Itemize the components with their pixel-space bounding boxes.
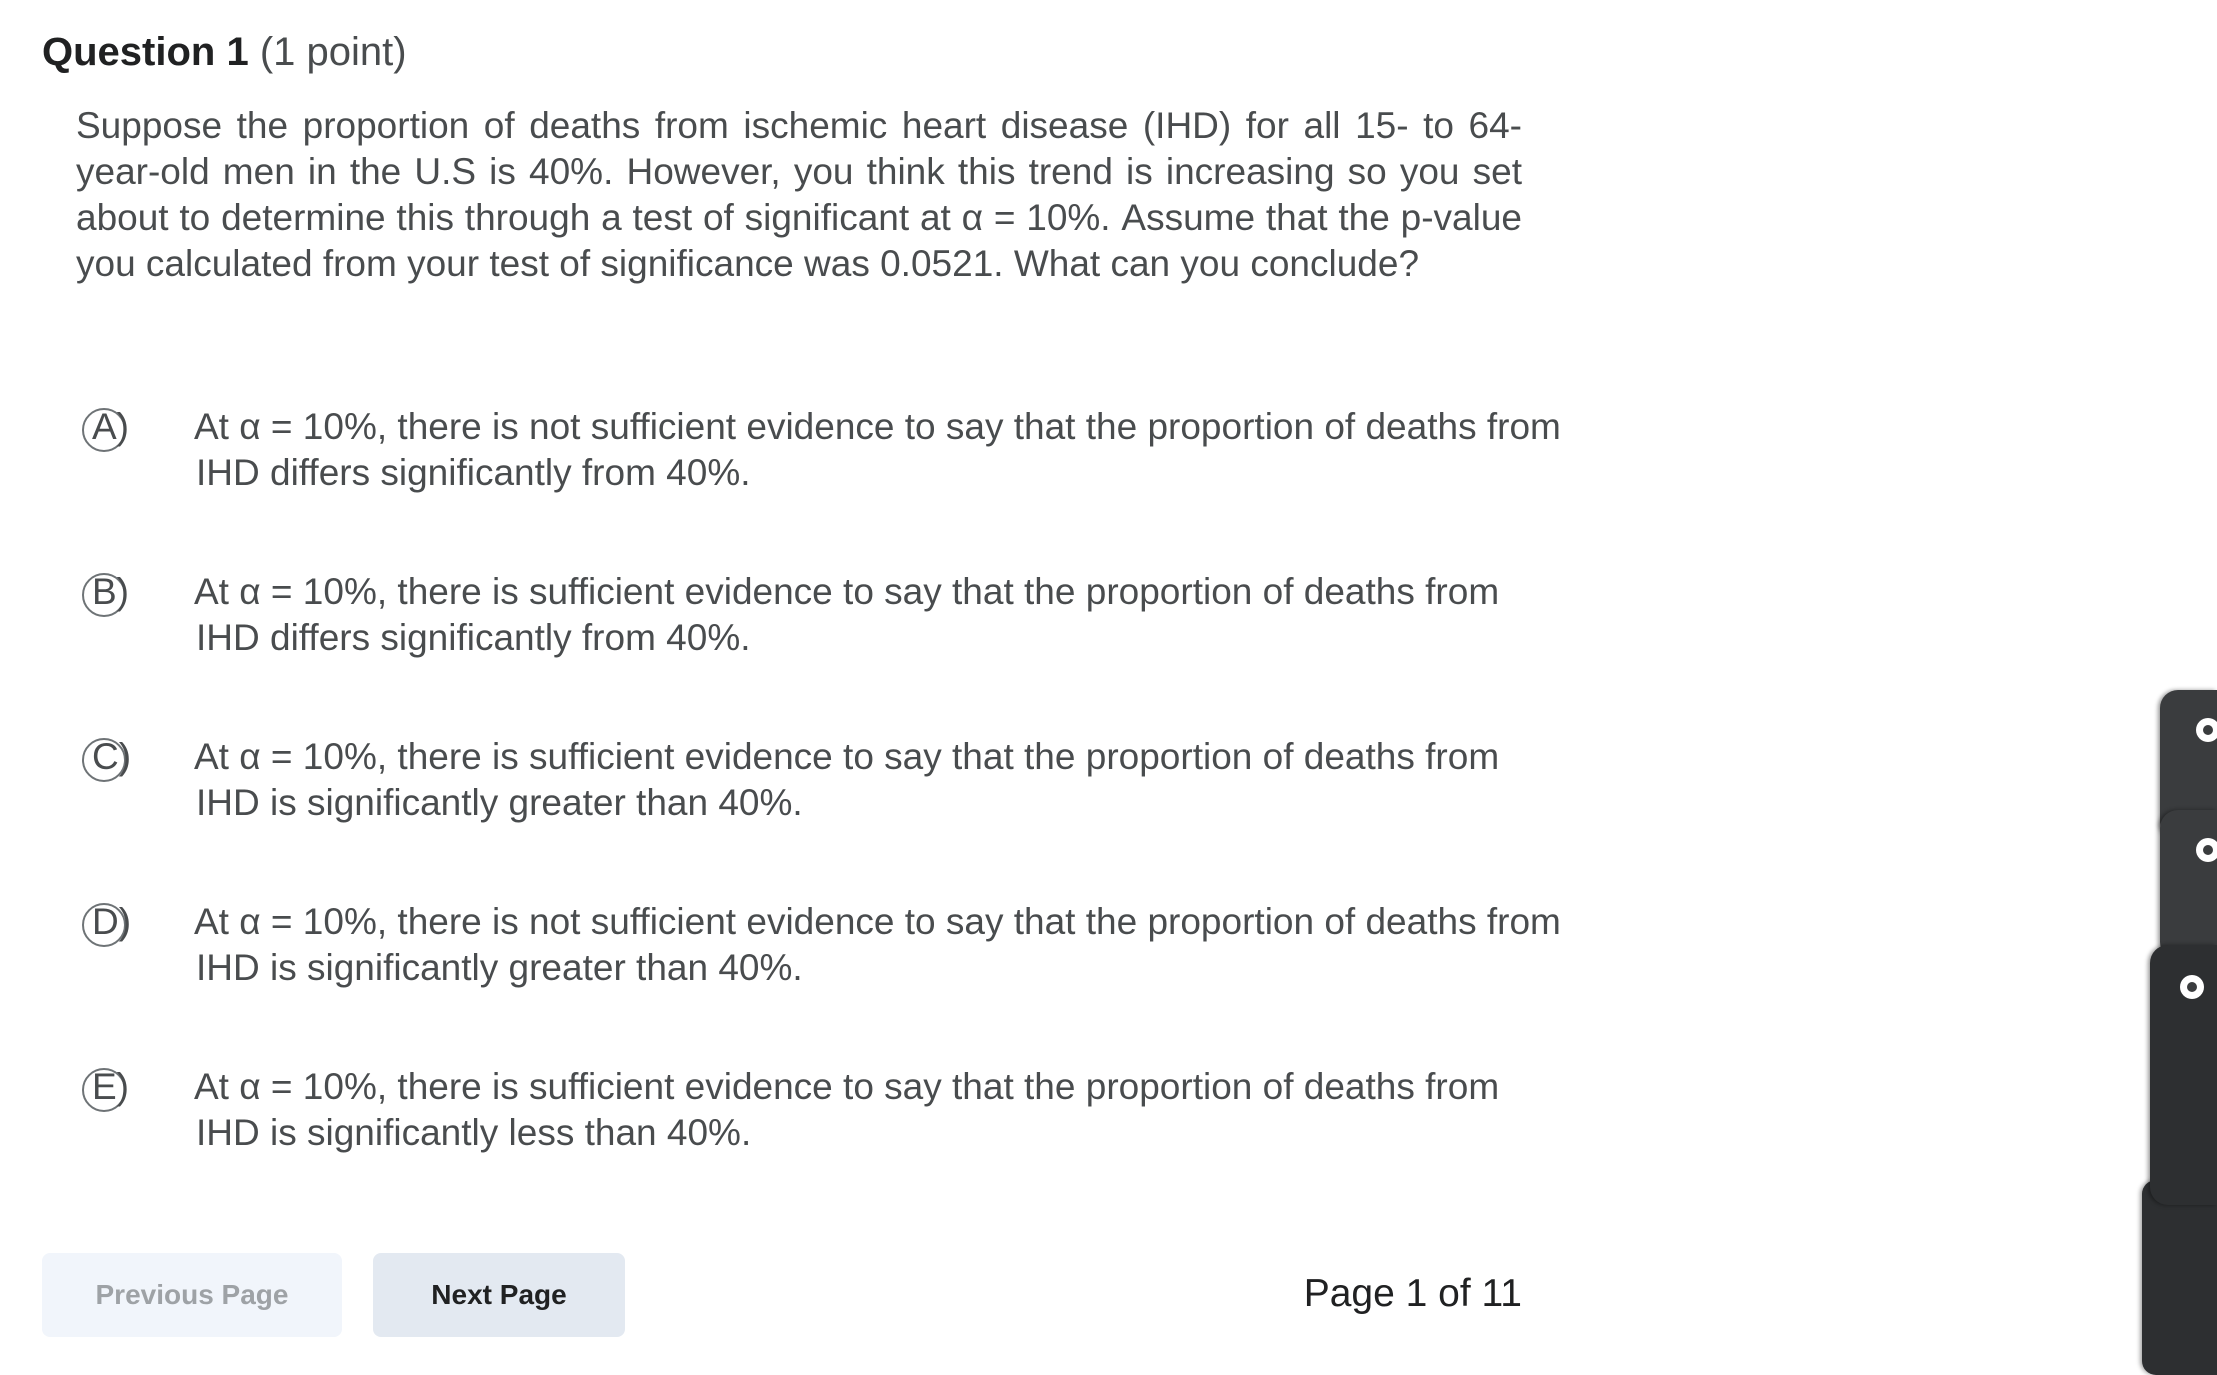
page-indicator: Page 1 of 11 [1303, 1272, 1522, 1315]
question-text: Suppose the proportion of deaths from ischemic heart disease (IHD) for all 15- to 64-year-old men in the U.S is 40%. However, you think this trend is increasing so you set about to determine this through a test of significant at α = 10%. Assume that the p-value you calculated from your test of significance was 0.0521. What can you conclude? [76, 105, 1522, 284]
option-d[interactable] [80, 895, 1560, 1060]
option-b-text: At α = 10%, there is sufficient evidence to say that the proportion of deaths from IHD differs significantly from 40%. [194, 571, 1500, 658]
side-tab-2[interactable] [2160, 810, 2217, 960]
option-d-label [92, 899, 1564, 991]
option-d-letter: D) [92, 901, 132, 942]
side-tab-3[interactable] [2150, 945, 2217, 1205]
question-header [42, 26, 407, 78]
side-tab-1-icon [2196, 718, 2217, 742]
option-c-letter: C) [92, 736, 132, 777]
option-e[interactable] [80, 1060, 1560, 1225]
option-b-letter: B) [92, 571, 129, 612]
next-page-button[interactable]: Next Page [373, 1253, 625, 1337]
option-c[interactable] [80, 730, 1560, 895]
option-c-text: At α = 10%, there is sufficient evidence to say that the proportion of deaths from IHD is significantly greater than 40%. [194, 736, 1500, 823]
question-points: (1 point) [259, 30, 407, 74]
option-a-letter: A) [92, 406, 129, 447]
side-panel [2142, 1180, 2217, 1375]
option-e-letter: E) [92, 1066, 129, 1107]
answer-options [80, 400, 1560, 1225]
option-a-text: At α = 10%, there is not sufficient evidence to say that the proportion of deaths from IHD differs significantly from 40%. [194, 406, 1561, 493]
option-d-text: At α = 10%, there is not sufficient evidence to say that the proportion of deaths from IHD is significantly greater than 40%. [194, 901, 1561, 988]
option-a[interactable] [80, 400, 1560, 565]
option-c-label [92, 734, 1564, 826]
option-b-label [92, 569, 1564, 661]
side-tab-2-icon [2196, 838, 2217, 862]
previous-page-button[interactable]: Previous Page [42, 1253, 342, 1337]
question-title: Question 1 [42, 30, 249, 74]
side-tab-3-icon [2180, 975, 2204, 999]
option-a-label [92, 404, 1564, 496]
option-e-label [92, 1064, 1564, 1156]
option-b[interactable] [80, 565, 1560, 730]
option-e-text: At α = 10%, there is sufficient evidence to say that the proportion of deaths from IHD is significantly less than 40%. [194, 1066, 1500, 1153]
